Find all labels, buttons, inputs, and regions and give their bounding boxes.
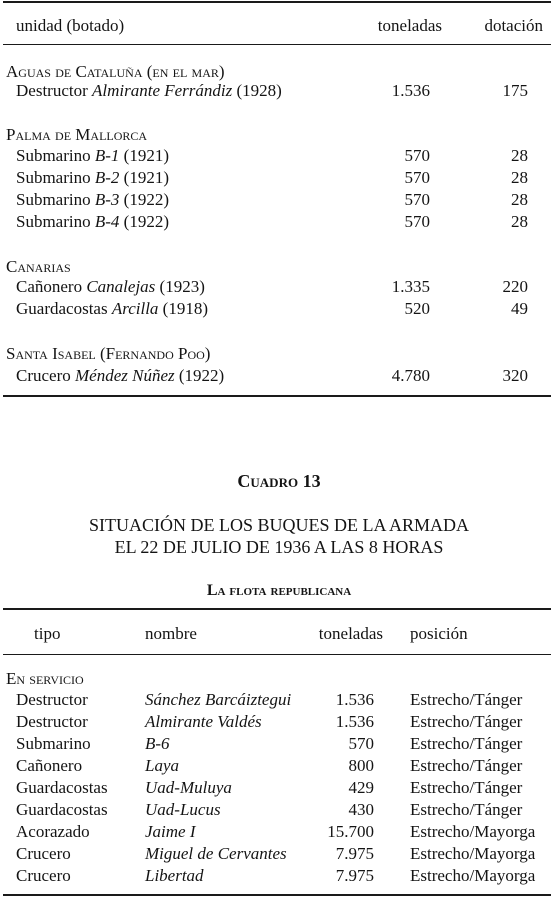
row-type: Cañonero: [16, 756, 83, 775]
ship-tons: 570: [404, 212, 430, 231]
row-position: Estrecho/Tánger: [410, 690, 523, 709]
ship-year: (1921): [123, 168, 169, 187]
row-name: Laya: [145, 756, 179, 775]
row-type: Crucero: [16, 866, 71, 885]
table-row: [16, 212, 169, 232]
group-title: Palma de Mallorca: [6, 125, 148, 144]
row-tons: 7.975: [335, 866, 374, 885]
row-type: Guardacostas: [16, 778, 108, 797]
ship-type: Submarino: [16, 168, 91, 187]
ship-tons: 570: [404, 190, 430, 209]
ship-tons: 1.335: [391, 277, 430, 296]
ship-name: B-2: [94, 168, 120, 187]
ship-year: (1918): [162, 299, 208, 318]
row-name: Sánchez Barcáiztegui: [145, 690, 292, 709]
ship-name: B-3: [94, 190, 120, 209]
row-tons: 800: [348, 756, 374, 775]
table-row: [16, 168, 169, 188]
table-row: [16, 190, 169, 210]
ship-name: Arcilla: [111, 299, 159, 318]
cuadro-title-line2: EL 22 DE JULIO DE 1936 A LAS 8 HORAS: [114, 537, 444, 557]
table-row: [16, 299, 208, 319]
row-name: Miguel de Cervantes: [145, 844, 287, 863]
ship-type: Submarino: [16, 146, 91, 165]
ship-tons: 4.780: [391, 366, 430, 385]
row-type: Crucero: [16, 844, 71, 863]
bottom-header-tons: toneladas: [318, 624, 383, 643]
ship-name: B-4: [94, 212, 120, 231]
ship-name: Almirante Ferrándiz: [92, 81, 233, 100]
row-tons: 1.536: [335, 690, 374, 709]
table-row: [16, 277, 205, 297]
ship-crew: 28: [511, 168, 528, 187]
ship-type: Crucero: [16, 366, 71, 385]
ship-type: Submarino: [16, 212, 91, 231]
section-title: En servicio: [6, 669, 84, 688]
row-name: B-6: [145, 734, 170, 753]
row-position: Estrecho/Tánger: [410, 712, 523, 731]
ship-name: Méndez Núñez: [75, 366, 175, 385]
ship-year: (1921): [123, 146, 169, 165]
row-position: Estrecho/Tánger: [410, 778, 523, 797]
table-row: [16, 146, 169, 166]
bottom-header-name: nombre: [145, 624, 197, 643]
top-header-crew: dotación: [484, 16, 543, 35]
group-title: Santa Isabel (Fernando Poo): [6, 344, 211, 363]
row-type: Destructor: [16, 712, 88, 731]
cuadro-label: Cuadro 13: [237, 471, 321, 491]
ship-type: Cañonero: [16, 277, 83, 296]
row-type: Acorazado: [16, 822, 90, 841]
top-table-top-rule: [3, 1, 551, 3]
row-tons: 570: [348, 734, 374, 753]
ship-type: Destructor: [16, 81, 88, 100]
ship-name: B-1: [94, 146, 120, 165]
row-name: Almirante Valdés: [145, 712, 262, 731]
ship-name: Canalejas: [86, 277, 156, 296]
bottom-table-bottom-rule: [3, 894, 551, 896]
ship-crew: 28: [511, 212, 528, 231]
bottom-header-type: tipo: [34, 624, 61, 643]
row-name: Jaime I: [145, 822, 196, 841]
top-table-bottom-rule: [3, 395, 551, 397]
row-name: Libertad: [145, 866, 204, 885]
top-table-header-rule: [3, 44, 551, 45]
row-name: Uad-Muluya: [145, 778, 232, 797]
ship-crew: 175: [502, 81, 528, 100]
row-type: Destructor: [16, 690, 88, 709]
group-title: Aguas de Cataluña (en el mar): [6, 62, 225, 81]
row-tons: 430: [348, 800, 374, 819]
row-position: Estrecho/Mayorga: [410, 822, 536, 841]
bottom-table-header-rule: [3, 654, 551, 655]
row-position: Estrecho/Tánger: [410, 800, 523, 819]
ship-type: Guardacostas: [16, 299, 108, 318]
cuadro-title-line1: SITUACIÓN DE LOS BUQUES DE LA ARMADA: [88, 515, 469, 535]
ship-crew: 220: [502, 277, 528, 296]
row-tons: 429: [348, 778, 374, 797]
row-position: Estrecho/Mayorga: [410, 866, 536, 885]
ship-year: (1923): [159, 277, 205, 296]
row-type: Guardacostas: [16, 800, 108, 819]
bottom-header-position: posición: [410, 624, 468, 643]
ship-tons: 570: [404, 168, 430, 187]
ship-tons: 520: [404, 299, 430, 318]
cuadro-subtitle: La flota republicana: [206, 582, 352, 599]
top-header-tons: toneladas: [377, 16, 442, 35]
ship-year: (1922): [123, 212, 169, 231]
ship-crew: 320: [502, 366, 528, 385]
top-header-unit: unidad (botado): [16, 16, 125, 35]
row-tons: 7.975: [335, 844, 374, 863]
row-name: Uad-Lucus: [145, 800, 221, 819]
ship-tons: 570: [404, 146, 430, 165]
ship-tons: 1.536: [391, 81, 430, 100]
ship-type: Submarino: [16, 190, 91, 209]
row-position: Estrecho/Tánger: [410, 734, 523, 753]
table-row: [16, 81, 282, 101]
ship-year: (1922): [178, 366, 225, 385]
bottom-table-top-rule: [3, 608, 551, 610]
row-tons: 1.536: [335, 712, 374, 731]
row-position: Estrecho/Tánger: [410, 756, 523, 775]
table-row: [16, 366, 224, 386]
ship-crew: 28: [511, 190, 528, 209]
ship-crew: 49: [511, 299, 528, 318]
row-position: Estrecho/Mayorga: [410, 844, 536, 863]
group-title: Canarias: [6, 257, 71, 276]
row-type: Submarino: [16, 734, 91, 753]
ship-year: (1922): [123, 190, 169, 209]
ship-crew: 28: [511, 146, 528, 165]
row-tons: 15.700: [327, 822, 374, 841]
ship-year: (1928): [236, 81, 282, 100]
